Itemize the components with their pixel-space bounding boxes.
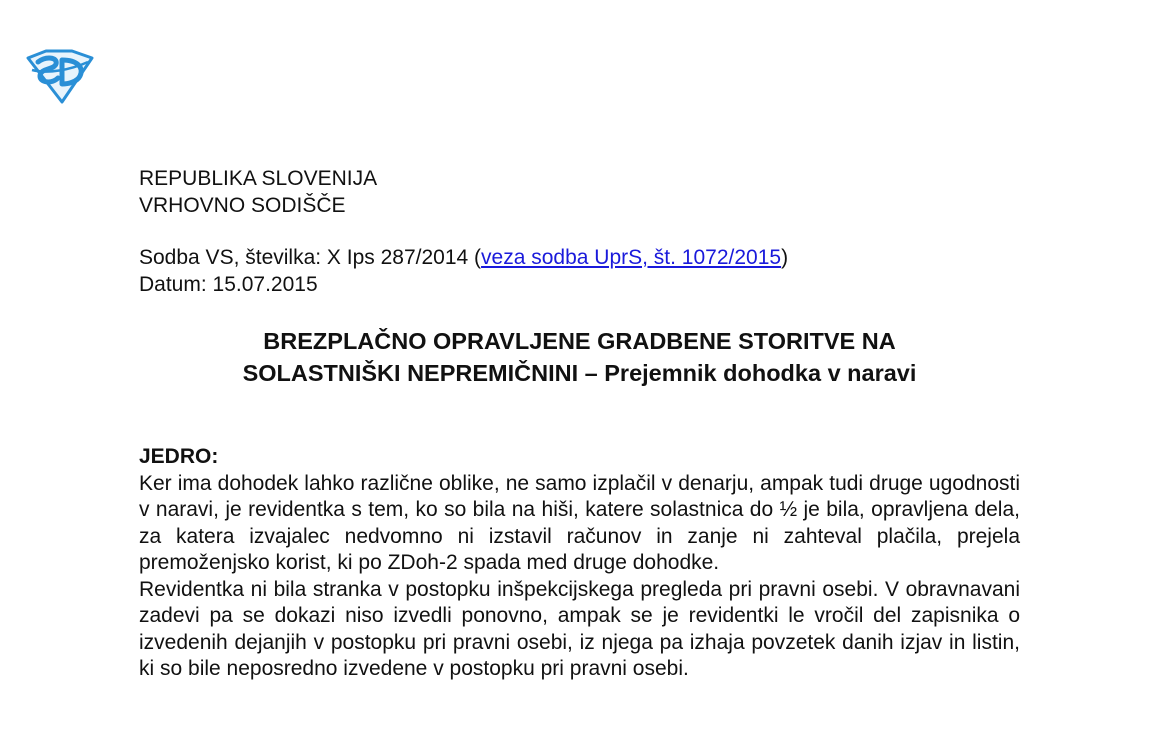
document-title [139, 325, 1020, 389]
case-number-text: Sodba VS, številka: X Ips 287/2014 ( [139, 246, 482, 269]
court-heading: VRHOVNO SODIŠČE [139, 193, 346, 217]
date-line: Datum: 15.07.2015 [139, 272, 318, 296]
jedro-heading: JEDRO: [139, 445, 219, 468]
document-body [139, 166, 1020, 683]
republic-heading: REPUBLIKA SLOVENIJA [139, 167, 378, 190]
sd-logo-icon [22, 48, 96, 104]
jedro-paragraph-1: Ker ima dohodek lahko različne oblike, ne samo izplačil v denarju, ampak tudi druge ugodnosti v naravi, je revidentka s tem, ko so bila na hiši, katere solastnica do ½ je bila, opravljena dela, za katera izvajalec nedvomno ni izstavil računov in zanje ni zahteval plačila, prejela premoženjsko korist, ki po ZDoh-2 spada med druge dohodke. [139, 471, 1020, 574]
case-number-line [139, 245, 1020, 272]
title-line-1: BREZPLAČNO OPRAVLJENE GRADBENE STORITVE NA [263, 328, 896, 354]
case-number-suffix: ) [781, 246, 789, 269]
related-judgment-link[interactable]: veza sodba UprS, št. 1072/2015 [481, 246, 782, 269]
title-line-2: SOLASTNIŠKI NEPREMIČNINI – Prejemnik dohodka v naravi [242, 360, 917, 386]
jedro-paragraph-2: Revidentka ni bila stranka v postopku inšpekcijskega pregleda pri pravni osebi. V obravnavani zadevi pa se dokazi niso izvedli ponovno, ampak se je revidentki le vročil del zapisnika o izvedenih dejanjih v postopku pri pravni osebi, iz njega pa izhaja povzetek danih izjav in listin, ki so bile neposredno izvedene v postopku pri pravni osebi. [139, 577, 1020, 680]
